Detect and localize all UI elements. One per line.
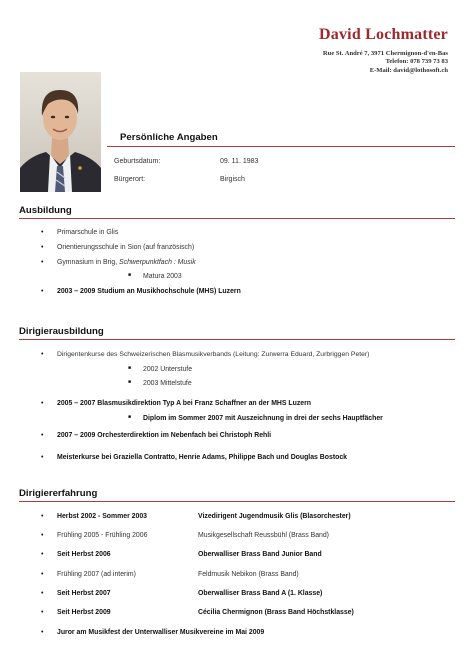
sub-bullet-icon: ■ <box>128 272 132 278</box>
list-item: Juror am Musikfest der Unterwalliser Musikvereine im Mai 2009 <box>57 629 265 636</box>
bullet-icon: • <box>41 551 44 558</box>
list-item: 2007 – 2009 Orchesterdirektion im Nebenfach bei Christoph Rehli <box>57 432 272 439</box>
bullet-icon: • <box>41 288 44 295</box>
phone-line: Telefon: 078 739 73 83 <box>385 58 448 66</box>
origin-label: Bürgerort: <box>114 176 146 183</box>
sub-bullet-icon: ■ <box>128 379 132 385</box>
contact-block <box>323 50 448 75</box>
list-item: 2003 Mittelstufe <box>143 380 192 387</box>
experience-role: Cécilia Chermignon (Brass Band Höchstklasse) <box>198 609 354 616</box>
birthdate-value: 09. 11. 1983 <box>220 158 259 165</box>
list-item: 2003 – 2009 Studium an Musikhochschule (MHS) Luzern <box>57 288 241 295</box>
sub-bullet-icon: ■ <box>128 414 132 420</box>
origin-value: Birgisch <box>220 176 245 183</box>
sub-bullet-icon: ■ <box>128 365 132 371</box>
experience-role: Oberwalliser Brass Band Junior Band <box>198 551 322 558</box>
email-line: E-Mail: david@lothosoft.ch <box>369 66 448 74</box>
address-line: Rue St. André 7, 3971 Chermignon-d'en-Bas <box>322 50 448 57</box>
list-item: Meisterkurse bei Graziella Contratto, Henrie Adams, Philippe Bach und Douglas Bostock <box>57 454 347 461</box>
bullet-icon: • <box>41 432 44 439</box>
experience-role: Oberwalliser Brass Band A (1. Klasse) <box>198 590 323 597</box>
section-divider <box>19 218 455 219</box>
section-title-dirigiererfahrung: Dirigiererfahrung <box>19 488 98 499</box>
list-item: Primarschule in Glis <box>57 229 119 236</box>
section-divider <box>19 339 455 340</box>
list-item: Diplom im Sommer 2007 mit Auszeichnung in drei der sechs Hauptfächer <box>143 415 383 422</box>
section-divider <box>19 501 455 502</box>
bullet-icon: • <box>41 513 44 520</box>
experience-period: Frühling 2005 - Frühling 2006 <box>57 532 148 539</box>
bullet-icon: • <box>41 532 44 539</box>
list-item: Matura 2003 <box>143 273 182 280</box>
experience-role: Musikgesellschaft Reussbühl (Brass Band) <box>198 532 329 539</box>
bullet-icon: • <box>41 571 44 578</box>
bullet-icon: • <box>41 590 44 597</box>
bullet-icon: • <box>41 259 44 266</box>
section-title-personal: Persönliche Angaben <box>120 132 218 143</box>
section-title-ausbildung: Ausbildung <box>19 205 72 216</box>
portrait-photo <box>20 72 101 192</box>
bullet-icon: • <box>41 609 44 616</box>
experience-role: Feldmusik Nebikon (Brass Band) <box>198 571 299 578</box>
bullet-icon: • <box>41 351 44 358</box>
bullet-icon: • <box>41 454 44 461</box>
experience-period: Seit Herbst 2007 <box>57 590 111 597</box>
list-item: Orientierungsschule in Sion (auf französisch) <box>57 244 195 251</box>
list-item: 2002 Unterstufe <box>143 366 193 373</box>
bullet-icon: • <box>41 629 44 636</box>
experience-period: Seit Herbst 2009 <box>57 609 111 616</box>
bullet-icon: • <box>41 229 44 236</box>
cv-name: David Lochmatter <box>319 26 448 43</box>
list-item-text: Gymnasium in Brig, <box>57 259 120 266</box>
list-item: 2005 – 2007 Blasmusikdirektion Typ A bei Franz Schaffner an der MHS Luzern <box>57 400 312 407</box>
list-item <box>57 259 196 266</box>
bullet-icon: • <box>41 400 44 407</box>
list-item-italic: Schwerpunktfach : Musik <box>119 259 196 266</box>
list-item: Dirigentenkurse des Schweizerischen Blasmusikverbands (Leitung: Zurwerra Eduard, Zurbriggen Peter) <box>57 351 370 358</box>
experience-role: Vizedirigent Jugendmusik Glis (Blasorchester) <box>198 513 351 520</box>
section-title-dirigierausbildung: Dirigierausbildung <box>19 326 104 337</box>
experience-period: Herbst 2002 - Sommer 2003 <box>57 513 148 520</box>
birthdate-label: Geburtsdatum: <box>114 158 161 165</box>
bullet-icon: • <box>41 244 44 251</box>
section-divider <box>107 146 455 147</box>
experience-period: Frühling 2007 (ad interim) <box>57 571 136 578</box>
experience-period: Seit Herbst 2006 <box>57 551 111 558</box>
